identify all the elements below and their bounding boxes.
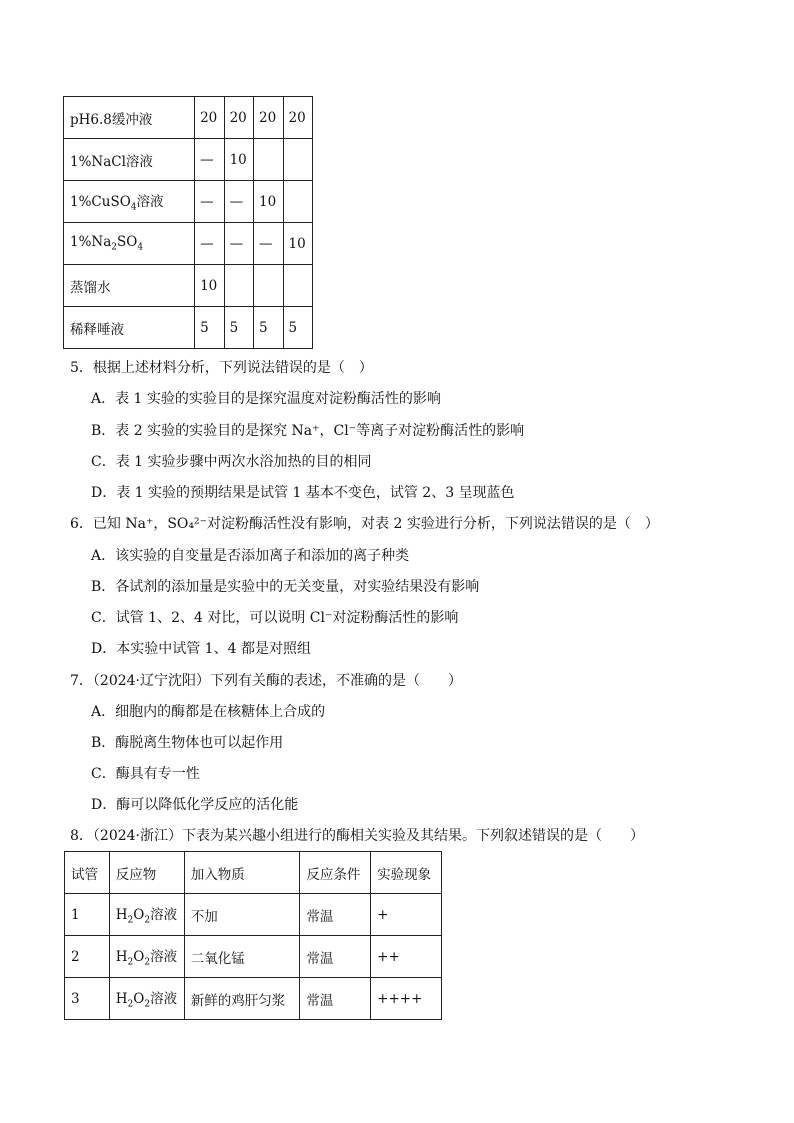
cell: — <box>195 223 224 265</box>
header-cell: 加入物质 <box>184 852 300 894</box>
question-5-stem: 5．根据上述材料分析，下列说法错误的是（ ） <box>70 360 373 376</box>
table-row <box>64 139 313 181</box>
cell: 1 <box>65 894 110 936</box>
cell <box>283 139 313 181</box>
cell: 常温 <box>300 978 371 1020</box>
question-7-option-b: B．酶脱离生物体也可以起作用 <box>91 735 284 751</box>
table-row <box>64 307 313 349</box>
cell: 20 <box>254 97 283 139</box>
row-label: 蒸馏水 <box>64 265 195 307</box>
cell: 20 <box>283 97 313 139</box>
row-label: 1%CuSO$_4$溶液 <box>64 181 195 223</box>
cell: 5 <box>283 307 313 349</box>
question-8-stem: 8．（2024·浙江）下表为某兴趣小组进行的酶相关实验及其结果。下列叙述错误的是（ ） <box>70 828 644 844</box>
table-header-row <box>65 852 442 894</box>
question-6-option-d: D．本实验中试管 1、4 都是对照组 <box>91 641 311 657</box>
cell: 10 <box>254 181 283 223</box>
table-row <box>64 223 313 265</box>
cell: 不加 <box>184 894 300 936</box>
question-6-stem: 6．已知 Na⁺，SO₄²⁻对淀粉酶活性没有影响，对表 2 实验进行分析，下列说法错误的是（ ） <box>70 516 659 532</box>
question-6-option-a: A．该实验的自变量是否添加离子和添加的离子种类 <box>91 548 410 564</box>
cell: 2 <box>65 936 110 978</box>
table-row <box>65 894 442 936</box>
cell: 二氧化锰 <box>184 936 300 978</box>
cell: 5 <box>195 307 224 349</box>
enzyme-experiment-table <box>64 851 442 1020</box>
question-7-option-d: D．酶可以降低化学反应的活化能 <box>91 797 299 813</box>
question-5-option-d: D．表 1 实验的预期结果是试管 1 基本不变色，试管 2、3 呈现蓝色 <box>91 485 515 501</box>
cell: $H_2O_2$溶液 <box>109 894 184 936</box>
cell <box>283 181 313 223</box>
cell: $H_2O_2$溶液 <box>109 978 184 1020</box>
table-row <box>65 936 442 978</box>
cell: ++++ <box>371 978 442 1020</box>
cell: $H_2O_2$溶液 <box>109 936 184 978</box>
row-label: pH6.8缓冲液 <box>64 97 195 139</box>
header-cell: 反应物 <box>109 852 184 894</box>
cell <box>283 265 313 307</box>
cell: — <box>195 181 224 223</box>
cell: 3 <box>65 978 110 1020</box>
table-row <box>64 97 313 139</box>
question-5-option-c: C．表 1 实验步骤中两次水浴加热的目的相同 <box>91 454 372 470</box>
question-5-option-b: B．表 2 实验的实验目的是探究 Na⁺，Cl⁻等离子对淀粉酶活性的影响 <box>91 423 525 439</box>
question-6-option-c: C．试管 1、2、4 对比，可以说明 Cl⁻对淀粉酶活性的影响 <box>91 610 459 626</box>
cell: 常温 <box>300 894 371 936</box>
cell: + <box>371 894 442 936</box>
cell: — <box>224 223 253 265</box>
row-label: 稀释唾液 <box>64 307 195 349</box>
cell: 新鲜的鸡肝匀浆 <box>184 978 300 1020</box>
cell: 10 <box>195 265 224 307</box>
question-7-option-c: C．酶具有专一性 <box>91 766 200 782</box>
question-6-option-b: B．各试剂的添加量是实验中的无关变量，对实验结果没有影响 <box>91 579 480 595</box>
cell: — <box>195 139 224 181</box>
question-5-option-a: A．表 1 实验的实验目的是探究温度对淀粉酶活性的影响 <box>91 391 441 407</box>
cell: 20 <box>224 97 253 139</box>
cell: — <box>224 181 253 223</box>
table-row <box>64 265 313 307</box>
reagent-table <box>63 96 313 349</box>
cell: — <box>254 223 283 265</box>
cell: 5 <box>254 307 283 349</box>
cell: 常温 <box>300 936 371 978</box>
cell: 10 <box>283 223 313 265</box>
cell: 20 <box>195 97 224 139</box>
cell <box>254 139 283 181</box>
cell: 5 <box>224 307 253 349</box>
table-row <box>64 181 313 223</box>
header-cell: 试管 <box>65 852 110 894</box>
header-cell: 反应条件 <box>300 852 371 894</box>
row-label: $1\%Na_2SO_4$ <box>64 223 195 265</box>
header-cell: 实验现象 <box>371 852 442 894</box>
question-7-option-a: A．细胞内的酶都是在核糖体上合成的 <box>91 704 326 720</box>
cell: 10 <box>224 139 253 181</box>
question-7-stem: 7．（2024·辽宁沈阳）下列有关酶的表述，不准确的是（ ） <box>70 673 462 689</box>
cell <box>254 265 283 307</box>
table-row <box>65 978 442 1020</box>
cell <box>224 265 253 307</box>
row-label: 1%NaCl溶液 <box>64 139 195 181</box>
cell: ++ <box>371 936 442 978</box>
